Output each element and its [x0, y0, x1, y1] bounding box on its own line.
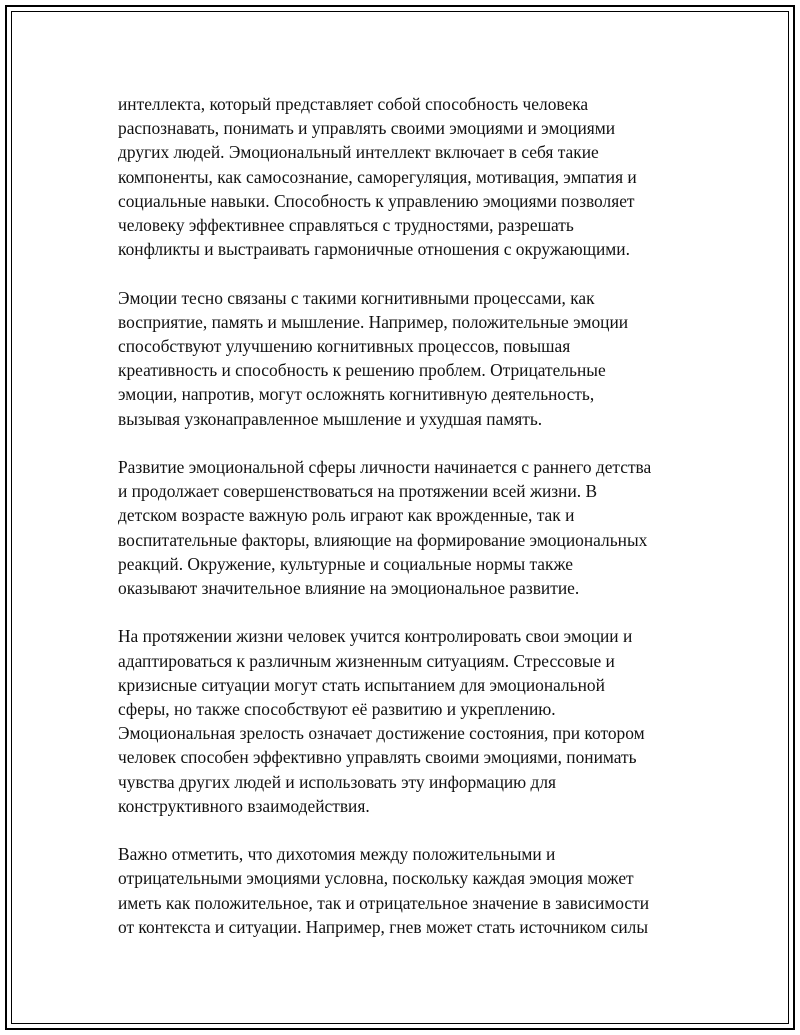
text-line: креативность и способность к решению проблем. Отрицательные [118, 360, 606, 381]
text-line: воспитательные факторы, влияющие на формирование эмоциональных [118, 529, 648, 550]
text-line: человек способен эффективно управлять своими эмоциями, понимать [118, 747, 637, 768]
text-line: чувства других людей и использовать эту информацию для [118, 771, 557, 792]
text-line: эмоции, напротив, могут осложнять когнитивную деятельность, [118, 384, 595, 405]
text-line: других людей. Эмоциональный интеллект включает в себя такие [118, 142, 599, 163]
text-line: человеку эффективнее справляться с трудностями, разрешать [118, 215, 574, 236]
text-line: адаптироваться к различным жизненным ситуациям. Стрессовые и [118, 650, 615, 671]
text-line: Эмоциональная зрелость означает достижение состояния, при котором [118, 723, 645, 744]
text-line: интеллекта, который представляет собой способность человека [118, 94, 589, 114]
text-line: Развитие эмоциональной сферы личности начинается с раннего детства [118, 457, 652, 478]
text-line: На протяжении жизни человек учится контролировать свои эмоции и [118, 626, 633, 647]
text-line: конфликты и выстраивать гармоничные отношения с окружающими. [118, 239, 630, 260]
text-line: иметь как положительное, так и отрицательное значение в зависимости [118, 892, 650, 913]
paragraph-4 [118, 624, 688, 818]
text-line: реакций. Окружение, культурные и социальные нормы также [118, 553, 573, 574]
document-body [118, 92, 688, 963]
text-line: конструктивного взаимодействия. [118, 795, 370, 816]
text-line: сферы, но также способствуют её развитию и укреплению. [118, 699, 556, 720]
text-line: восприятие, память и мышление. Например, положительные эмоции [118, 311, 629, 332]
text-line: вызывая узконаправленное мышление и ухудшая память. [118, 408, 543, 429]
text-line: и продолжает совершенствоваться на протяжении всей жизни. В [118, 481, 598, 502]
text-line: распознавать, понимать и управлять своими эмоциями и эмоциями [118, 118, 616, 139]
text-line: Важно отметить, что дихотомия между положительными и [118, 844, 556, 865]
paragraph-3 [118, 455, 688, 600]
text-line: социальные навыки. Способность к управлению эмоциями позволяет [118, 190, 635, 211]
text-line: от контекста и ситуации. Например, гнев может стать источником силы [118, 916, 649, 937]
text-line: детском возрасте важную роль играют как врожденные, так и [118, 505, 575, 526]
text-line: компоненты, как самосознание, саморегуляция, мотивация, эмпатия и [118, 166, 637, 187]
text-line: кризисные ситуации могут стать испытанием для эмоциональной [118, 674, 605, 695]
text-line: оказывают значительное влияние на эмоциональное развитие. [118, 578, 580, 599]
paragraph-5 [118, 842, 688, 939]
paragraph-1 [118, 92, 688, 261]
paragraph-2 [118, 286, 688, 431]
text-line: Эмоции тесно связаны с такими когнитивными процессами, как [118, 287, 595, 308]
text-line: отрицательными эмоциями условна, поскольку каждая эмоция может [118, 868, 634, 889]
text-line: способствуют улучшению когнитивных процессов, повышая [118, 336, 571, 357]
